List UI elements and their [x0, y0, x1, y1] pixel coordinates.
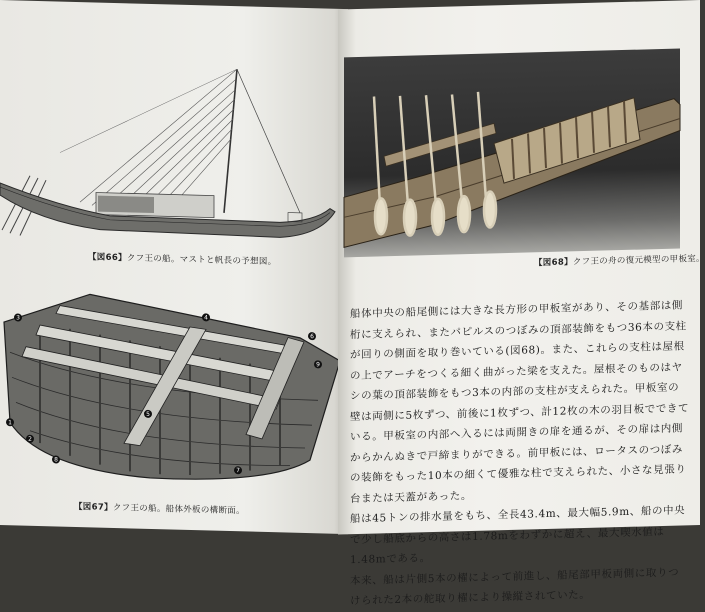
figure-68-label: 【図68】	[534, 257, 573, 269]
figure-68-caption	[534, 252, 705, 268]
figure-66-ship-sail-drawing	[0, 55, 348, 249]
figure-68-model-illustration	[344, 49, 680, 258]
svg-text:5: 5	[146, 410, 150, 418]
paragraph-1: 船体中央の船尾側には大きな長方形の甲板室があり、その基部は側桁に支えられ、またパピルスのつぼみの頂部装飾をもつ36本の支柱が回りの側面を取り巻いている(図68)。また、これらの支柱は屋根の上でアーチをつくる細く曲がった梁を支えた。屋根そのものはヤシの葉の頂部装飾をもつ3本の内部の支柱が支えられた。甲板室の壁は両側に5枚ずつ、前後に1枚ずつ、計12枚の木の羽目板でできている。甲板室の内部へ入るには両開きの扉を通るが、その扉は内側からかんぬきで戸締まりができる。前甲板には、ロータスのつぼみの装飾をもった10本の細くて優雅な柱で支えられた、小さな見張り台または天蓋があった。	[350, 299, 690, 505]
figure-67-marker-6	[308, 332, 316, 340]
figure-68-caption-text: クフ王の舟の復元模型の甲板室。	[572, 253, 705, 268]
svg-text:2: 2	[28, 435, 32, 443]
figure-66-caption	[88, 250, 276, 267]
svg-text:6: 6	[310, 333, 314, 341]
svg-text:7: 7	[236, 467, 240, 475]
figure-67-marker-3	[14, 313, 22, 321]
paragraph-3: 本来、船は片側5本の櫂によって前進し、船尾部甲板両側に取りつけられた2本の舵取り櫂により操縦されていた。	[350, 566, 680, 608]
svg-text:3: 3	[16, 314, 20, 322]
paragraph-2: 船は45トンの排水量をもち、全長43.4m、最大幅5.9m、船の中央で少し船底からの高さは1.78mをわずかに超え、最大喫水値は1.48mである。	[350, 504, 686, 567]
figure-67-marker-4	[202, 313, 210, 321]
figure-67-caption-text: クフ王の船。船体外板の構断面。	[112, 502, 245, 517]
svg-text:4: 4	[204, 314, 208, 322]
figure-67-label: 【図67】	[74, 501, 113, 513]
svg-text:1: 1	[8, 419, 12, 427]
right-page	[338, 0, 705, 608]
figure-67-caption	[74, 500, 245, 516]
figure-67-hull-cross-section	[0, 282, 348, 503]
figure-66-caption-text: クフ王の船。マストと帆長の予想図。	[126, 253, 277, 268]
svg-text:9: 9	[316, 361, 320, 369]
left-page	[0, 0, 348, 534]
figure-68-model-photo	[344, 49, 680, 258]
svg-text:8: 8	[54, 456, 58, 464]
body-text	[350, 295, 690, 611]
figure-66-label: 【図66】	[88, 252, 127, 264]
